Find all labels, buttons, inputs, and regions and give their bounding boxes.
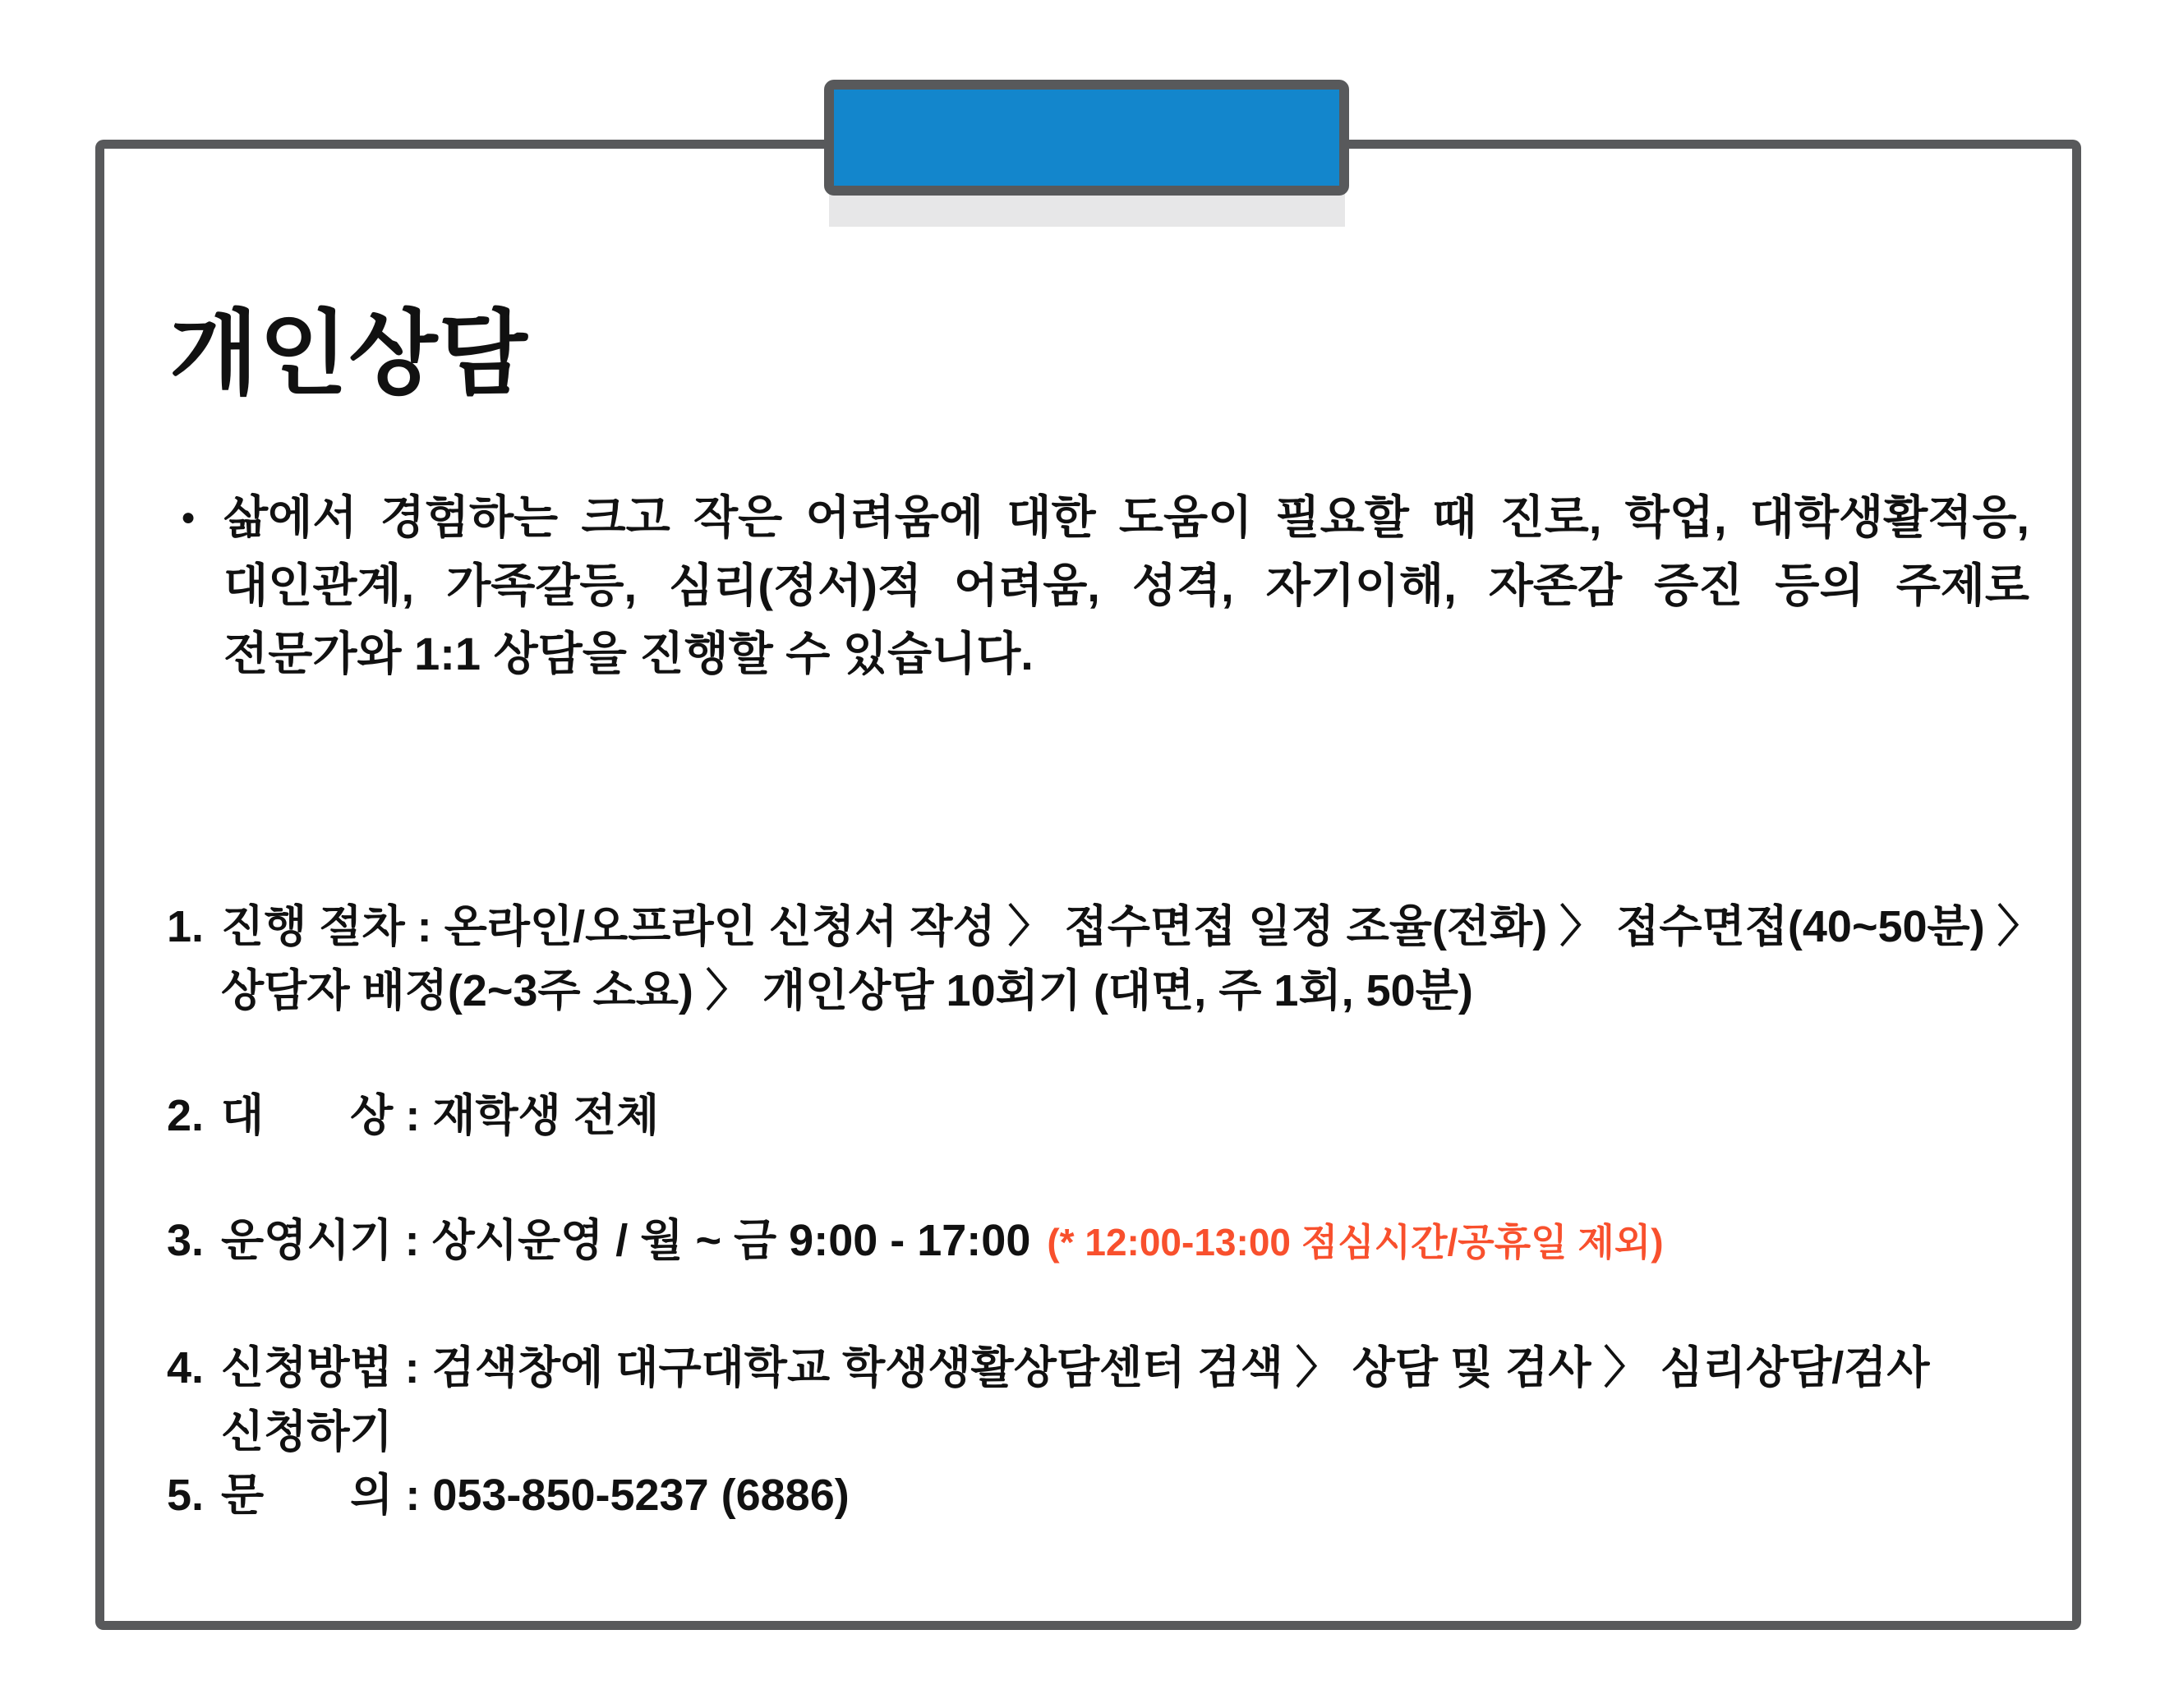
list-number: 5. — [167, 1471, 205, 1520]
hours-text: 운영시기 : 상시운영 / 월 ~ 금 9:00 - 17:00 — [221, 1216, 1031, 1265]
list-text: 문 의 : 053-850-5237 (6886) — [221, 1471, 850, 1520]
intro-paragraph — [181, 483, 2029, 688]
list-item-apply — [167, 1336, 2057, 1464]
list-number: 1. — [167, 902, 205, 951]
list-number: 3. — [167, 1216, 205, 1265]
bullet-icon: ● — [181, 504, 196, 531]
list-text: 진행 절차 : 온라인/오프라인 신청서 작성 〉 접수면접 일정 조율(전화) 〉 접수면접(40~50분) 〉 상담자 배정(2~3주 소요) 〉 개인상담 10회기 (대면, 주 1회, 50분) — [221, 902, 2054, 1015]
list-number: 2. — [167, 1091, 205, 1140]
list-number: 4. — [167, 1343, 205, 1393]
tab-shadow — [829, 192, 1345, 227]
page-title: 개인상담 — [169, 302, 528, 405]
list-item-contact — [167, 1463, 2057, 1527]
header-tab — [824, 80, 1349, 196]
list-item-hours — [167, 1208, 2057, 1274]
intro-text: 삶에서 경험하는 크고 작은 어려움에 대한 도움이 필요할 때 진로, 학업, 대학생활적응, 대인관계, 가족갈등, 심리(정서)적 어려움, 성격, 자기이해, 자존감 증진 등의 주제로 전문가와 1:1 상담을 진행할 수 있습니다. — [223, 491, 2029, 679]
hours-note: (* 12:00-13:00 점심시간/공휴일 제외) — [1047, 1221, 1664, 1264]
list-item-procedure — [167, 895, 2057, 1023]
list-text: 신청방법 : 검색창에 대구대학교 학생생활상담센터 검색 〉 상담 및 검사 〉 심리상담/검사 신청하기 — [221, 1343, 1942, 1457]
list-item-target — [167, 1084, 2057, 1148]
list-text: 대 상 : 재학생 전체 — [221, 1091, 660, 1140]
list-text — [221, 1208, 2057, 1274]
